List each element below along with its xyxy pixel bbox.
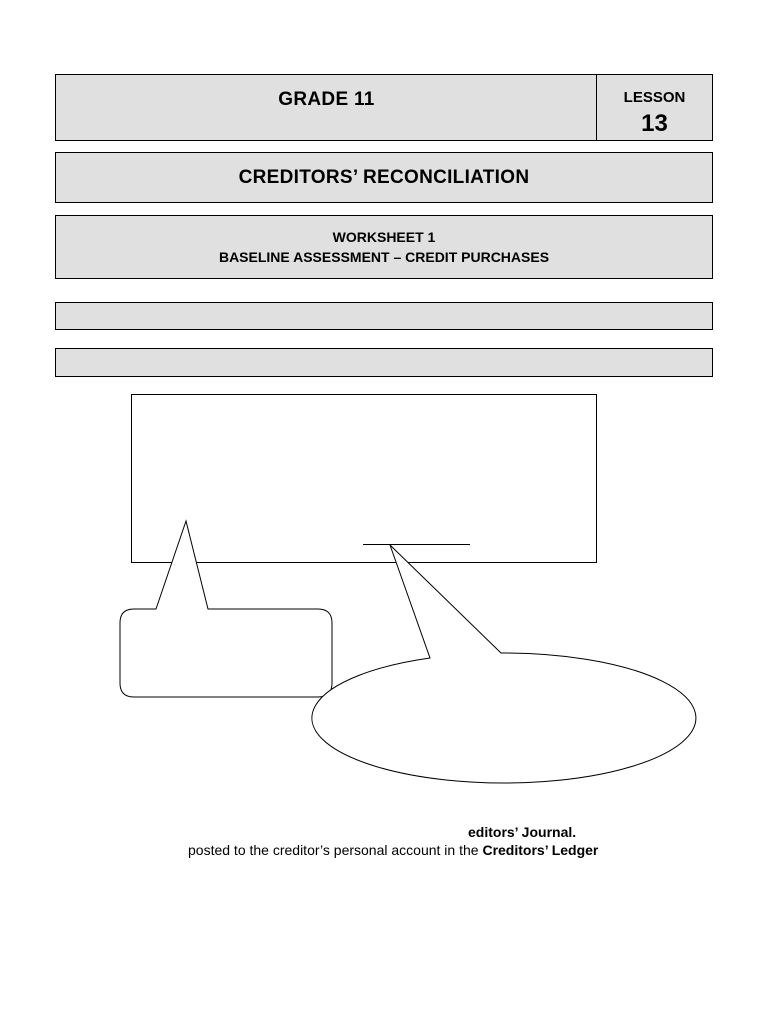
grade-label: GRADE 11 xyxy=(278,89,375,110)
caption-line-1: editors’ Journal. xyxy=(468,824,577,840)
worksheet-number: WORKSHEET 1 xyxy=(332,229,436,245)
creditors-ledger-label: Creditors’ Ledger xyxy=(482,842,599,858)
oval-callout-shape xyxy=(312,545,696,783)
journal-rectangle xyxy=(132,395,597,563)
lesson-label: LESSON xyxy=(623,89,686,106)
page-title: CREDITORS’ RECONCILIATION xyxy=(238,166,530,188)
caption-line-2-text: posted to the creditor’s personal account in the xyxy=(188,842,483,858)
caption-line-2 xyxy=(188,842,598,858)
lesson-number: 13 xyxy=(641,110,668,137)
worksheet-subtitle: BASELINE ASSESSMENT – CREDIT PURCHASES xyxy=(218,249,550,265)
